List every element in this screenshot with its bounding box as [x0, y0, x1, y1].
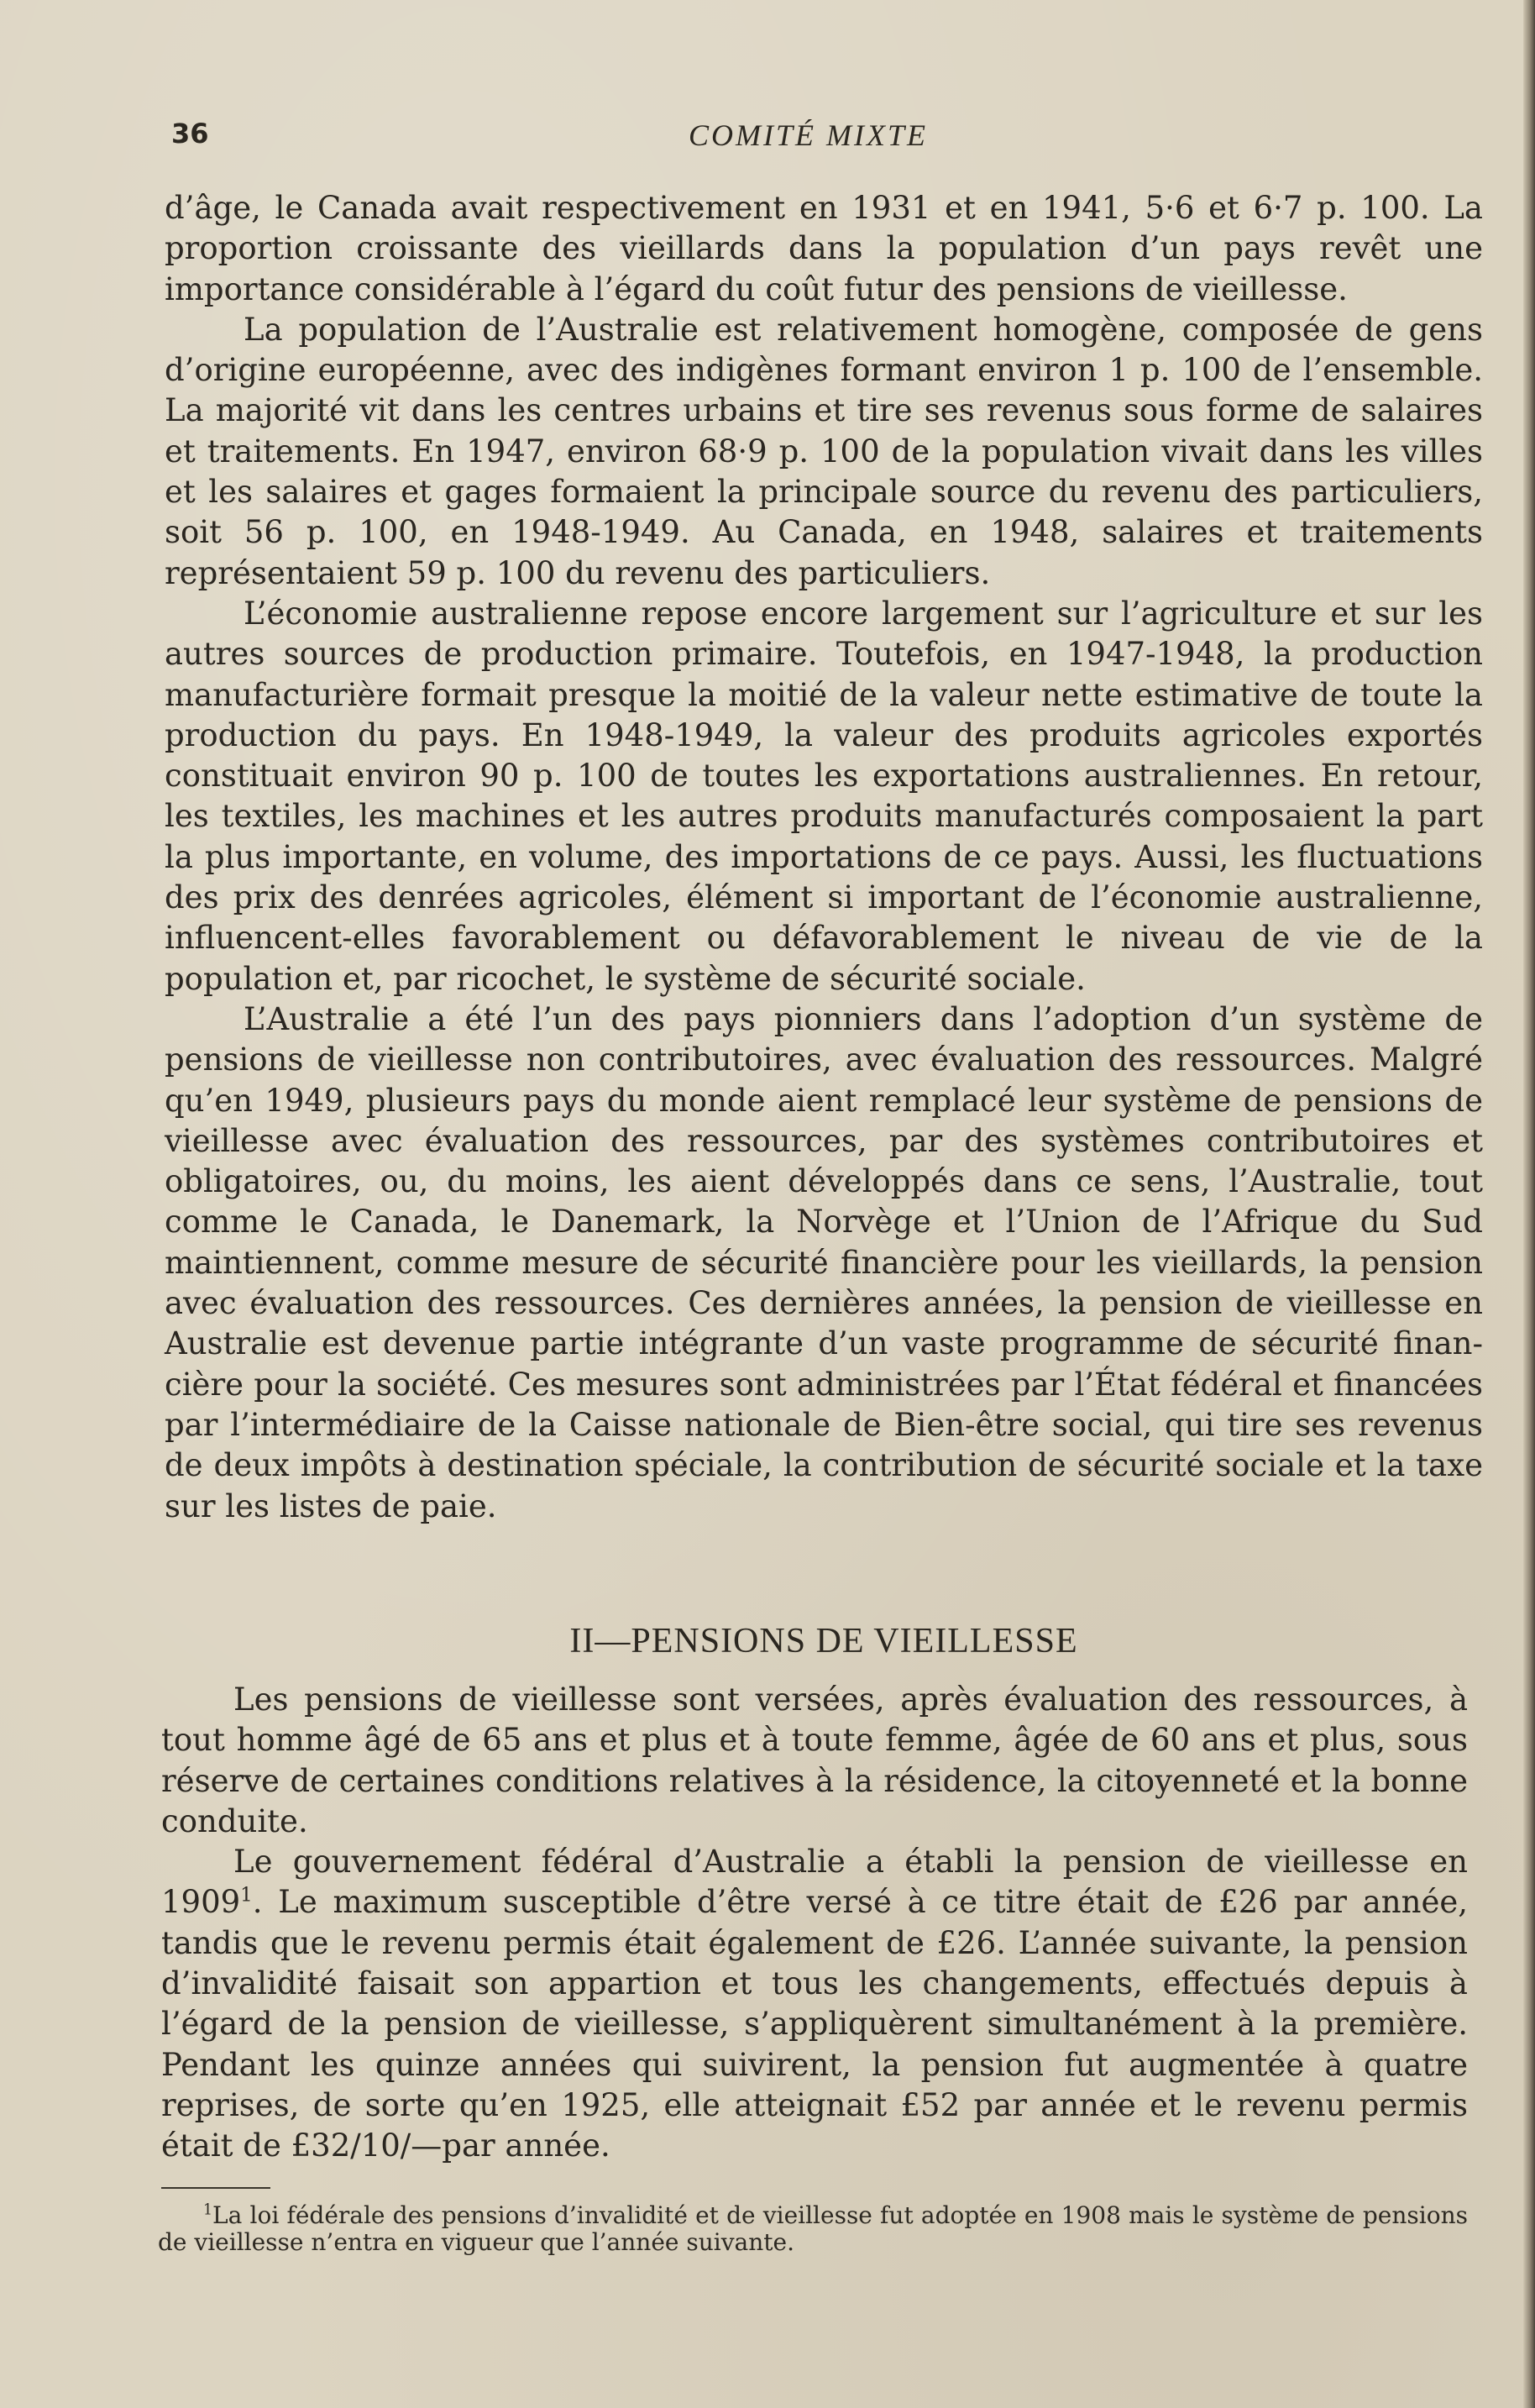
footnote: [158, 2202, 1468, 2256]
paragraph-text: . Le maximum susceptible d’être versé à ce titre était de £26 par année, tandis que le revenu permis était également de £26. L’année suivante, la pension d’invalidité faisait son appartion et tous les changements, effectués depuis à l’égard de la pension de vieillesse, s’appliquèrent simultanément à la première. Pendant les quinze années qui suivirent, la pension fut augmentée à quatre reprises, de sorte qu’en 1925, elle atteignait £52 par année et le revenu permis était de £32/10/—par année.: [161, 1884, 1468, 2164]
page-header: [168, 118, 1478, 155]
paragraph: Les pensions de vieillesse sont versées, après évaluation des ressources, à tout homme âgé de 65 ans et plus et à toute femme, âgée de 60 ans et plus, sous réserve de certaines conditions relatives à la résidence, la citoyenneté et la bonne conduite.: [161, 1681, 1468, 1839]
footnote-reference: 1: [240, 1885, 253, 1907]
paragraph: La population de l’Australie est relativement homogène, composée de gens d’origine européenne, avec des indigènes formant environ 1 p. 100 de l’ensemble. La majorité vit dans les centres urbains et tire ses revenus sous forme de salaires et traitements. En 1947, environ 68·9 p. 100 de la population vivait dans les villes et les salaires et gages formaient la principale source du revenu des particuliers, soit 56 p. 100, en 1948-1949. Au Canada, en 1948, salaires et traitements représentaient 59 p. 100 du revenu des particuliers.: [165, 311, 1483, 591]
paragraph: [161, 1842, 1468, 2166]
paragraph-text: Le gouvernement fédéral d’Australie a établi la pension de vieillesse en 1909: [161, 1844, 1468, 1921]
running-title: COMITÉ MIXTE: [689, 118, 928, 152]
footnote-text-line: [158, 2202, 1468, 2256]
section-heading: II—PENSIONS DE VIEILLESSE: [569, 1622, 1078, 1660]
paragraph: d’âge, le Canada avait respectivement en 1931 et en 1941, 5·6 et 6·7 p. 100. La proportion croissante des vieillards dans la population d’un pays revêt une importance considérable à l’égard du coût futur des pensions de vieillesse.: [165, 190, 1483, 307]
page-edge-shadow: [1523, 0, 1535, 2408]
page-number: 36: [171, 118, 209, 150]
body-text-part2: [161, 1680, 1468, 2167]
body-text-part1: [165, 188, 1483, 1527]
paragraph: L’économie australienne repose encore largement sur l’agriculture et sur les autres sources de production primaire. Toutefois, en 1947-1948, la production manufacturière formait presque la moitié de la valeur nette estimative de toute la production du pays. En 1948-1949, la valeur des produits agricoles exportés constituait environ 90 p. 100 de toutes les exportations australiennes. En retour, les textiles, les machines et les autres produits manufacturés composaient la part la plus importante, en volume, des importations de ce pays. Aussi, les fluctuations des prix des denrées agricoles, élément si important de l’économie australienne, influencent-elles favorablement ou défavorablement le niveau de vie de la population et, par ricochet, le système de sécurité sociale.: [165, 595, 1483, 997]
footnote-text: La loi fédérale des pensions d’invalidité et de vieillesse fut adoptée en 1908 mais le système de pensions de vieillesse n’entra en vigueur que l’année suivante.: [158, 2201, 1468, 2256]
footnote-marker: 1: [203, 2201, 213, 2219]
footnote-divider: [161, 2187, 270, 2189]
paragraph: L’Australie a été l’un des pays pionniers dans l’adoption d’un système de pensions de vieillesse non contributoires, avec évaluation des ressources. Malgré qu’en 1949, plusieurs pays du monde aient remplacé leur système de pensions de vieillesse avec évaluation des ressources, par des systèmes contributoires et obligatoires, ou, du moins, les aient développés dans ce sens, l’Australie, tout comme le Canada, le Danemark, la Norvège et l’Union de l’Afrique du Sud maintiennent, comme mesure de sécurité financière pour les vieillards, la pension avec évaluation des ressources. Ces dernières années, la pension de vieillesse en Australie est devenue partie intégrante d’un vaste programme de sécurité financière pour la société. Ces mesures sont administrées par l’État fédéral et financées par l’intermédiaire de la Caisse nationale de Bien-être social, qui tire ses revenus de deux impôts à destination spéciale, la contribution de sécurité sociale et la taxe sur les listes de paie.: [165, 1000, 1483, 1524]
